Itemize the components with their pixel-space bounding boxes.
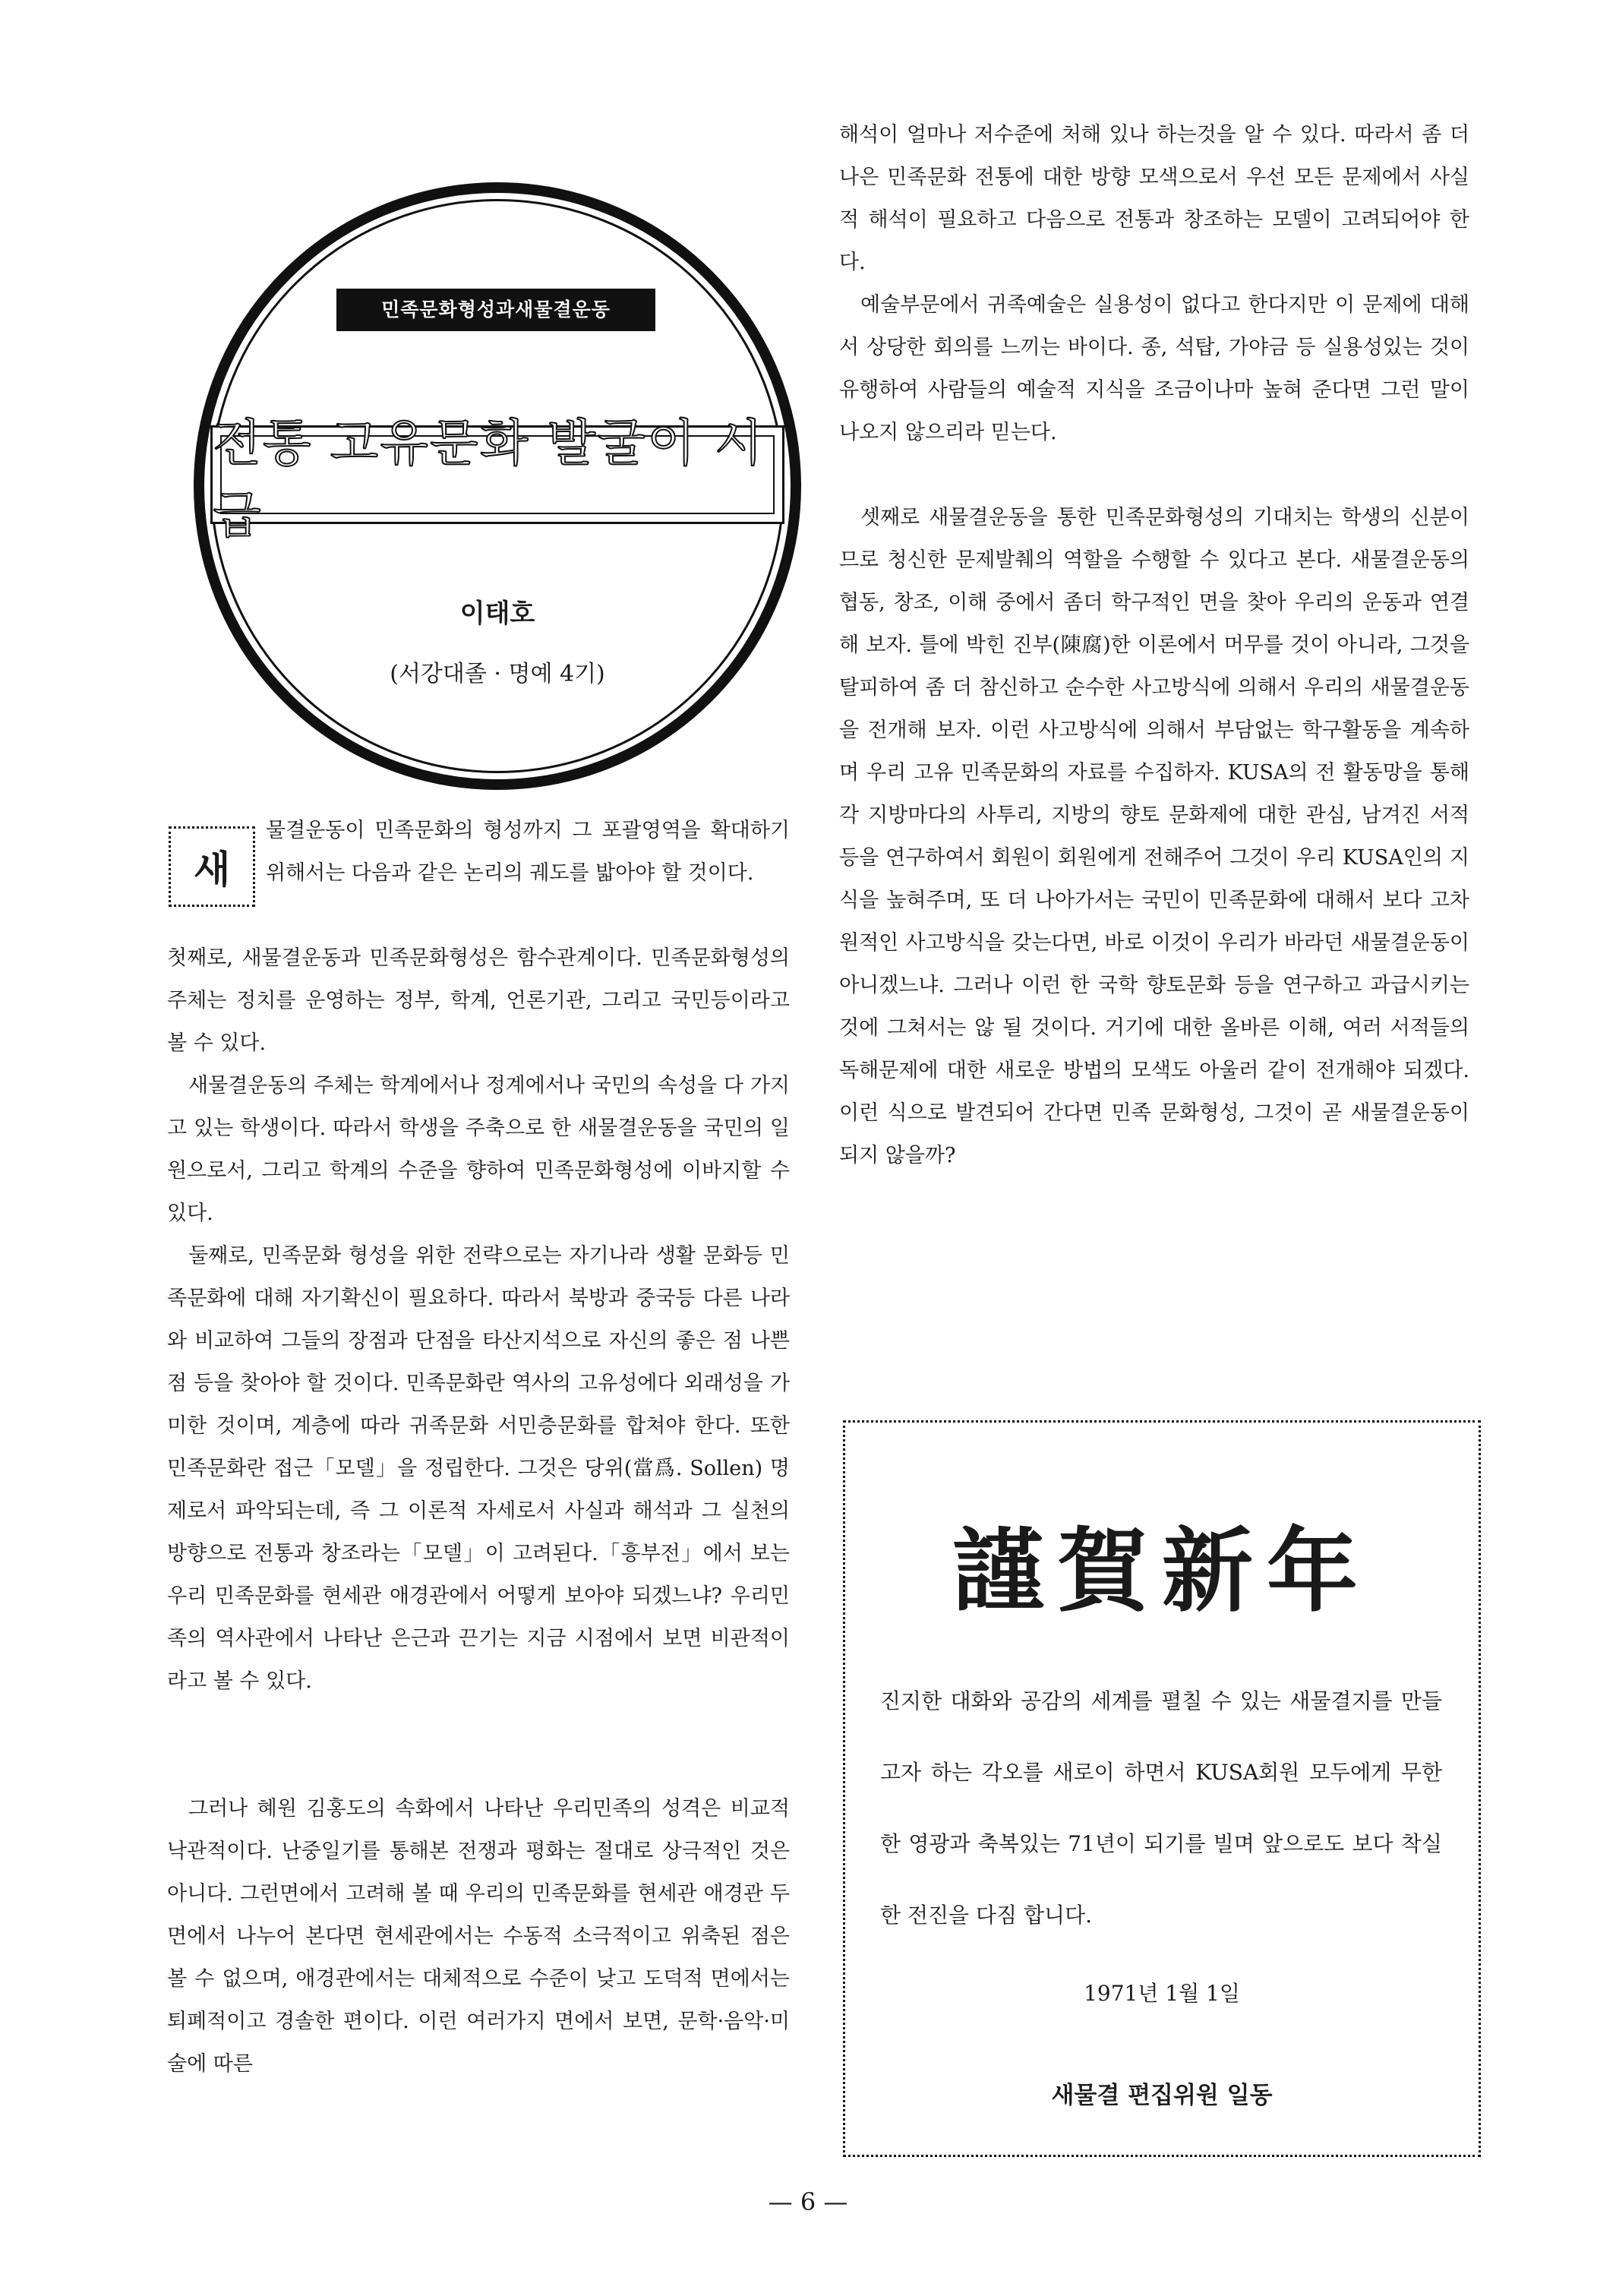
left-paragraph-1: 물결운동이 민족문화의 형성까지 그 포괄영역을 확대하기 위해서는 다음과 같은 논리의 궤도를 밟아야 할 것이다. — [266, 819, 790, 885]
left-paragraph-5: 그러나 혜원 김홍도의 속화에서 나타난 우리민족의 성격은 비교적 낙관적이다. 난중일기를 통해본 전쟁과 평화는 절대로 상극적인 것은 아니다. 그런면에서 고려해 볼 때 우리의 민족문화를 현세관 애경관 두 면에서 나누어 본다면 현세관에서는 수동적 소극적이고 위축된 점은 볼 수 없으며, 애경관에서는 대체적으로 수준이 낮고 도덕적 면에서는 퇴폐적이고 경솔한 편이다. 이런 여러가지 면에서 보면, 문학·음악·미술에 따른 — [167, 1797, 790, 2076]
greeting-date: 1971년 1월 1일 — [1084, 1981, 1240, 2006]
greeting-signature: 새물결 편집위원 일동 — [1051, 2082, 1273, 2109]
right-paragraph-3: 셋째로 새물결운동을 통한 민족문화형성의 기대치는 학생의 신분이므로 청신한 문제발췌의 역할을 수행할 수 있다고 본다. 새물결운동의 협동, 창조, 이해 중에서 좀더 학구적인 면을 찾아 우리의 운동과 연결해 보자. 틀에 박힌 진부(陳腐)한 이론에서 머무를 것이 아니라, 그것을 탈피하여 좀 더 참신하고 순수한 사고방식에 의해서 우리의 새물결운동을 전개해 보자. 이런 사고방식에 의해서 부담없는 학구활동을 계속하며 우리 고유 민족문화의 자료를 수집하자. KUSA의 전 활동망을 통해 각 지방마다의 사투리, 지방의 향토 문화제에 대한 관심, 남겨진 서적 등을 연구하여서 회원이 회원에게 전해주어 그것이 우리 KUSA인의 지식을 높혀주며, 또 더 나아가서는 국민이 민족문화에 대해서 보다 고차원적인 사고방식을 갖는다면, 바로 이것이 우리가 바라던 새물결운동이 아니겠느냐. 그러나 이런 한 국학 향토문화 등을 연구하고 과급시키는 것에 그쳐서는 않 될 것이다. 거기에 대한 올바른 이해, 여러 서적들의 독해문제에 대한 새로운 방법의 모색도 아울러 같이 전개해야 되겠다. 이런 식으로 발견되어 간다면 민족 문화형성, 그것이 곧 새물결운동이 되지 않을까? — [839, 506, 1469, 1167]
title-emblem — [194, 182, 801, 790]
left-paragraph-4: 둘째로, 민족문화 형성을 위한 전략으로는 자기나라 생활 문화등 민족문화에 대해 자기확신이 필요하다. 따라서 북방과 중국등 다른 나라와 비교하여 그들의 장점과 단점을 타산지석으로 자신의 좋은 점 나쁜 점 등을 찾아야 할 것이다. 민족문화란 역사의 고유성에다 외래성을 가미한 것이며, 계층에 따라 귀족문화 서민층문화를 합쳐야 한다. 또한 민족문화란 접근「모델」을 정립한다. 그것은 당위(當爲. Sollen) 명제로서 파악되는데, 즉 그 이론적 자세로서 사실과 해석과 그 실천의 방향으로 전통과 창조라는「모델」이 고려된다.「흥부전」에서 보는 우리 민족문화를 현세관 애경관에서 어떻게 보아야 되겠느냐? 우리민족의 역사관에서 나타난 은근과 끈기는 지금 시점에서 보면 비관적이라고 볼 수 있다. — [167, 1244, 790, 1693]
right-paragraph-2: 예술부문에서 귀족예술은 실용성이 없다고 한다지만 이 문제에 대해서 상당한 회의를 느끼는 바이다. 종, 석탑, 가야금 등 실용성있는 것이 유행하여 사람들의 예술적 지식을 조금이나마 높혀 준다면 그런 말이 나오지 않으리라 믿는다. — [839, 293, 1469, 444]
new-year-greeting-box — [843, 1420, 1481, 2157]
page-number: — 6 — — [768, 2187, 848, 2216]
greeting-title: 謹賀新年 — [952, 1518, 1371, 1625]
article-headline: 전통 고유문화 발굴이 시급 — [213, 414, 765, 545]
left-paragraph-2: 첫째로, 새물결운동과 민족문화형성은 함수관계이다. 민족문화형성의 주체는 정치를 운영하는 정부, 학계, 언론기관, 그리고 국민등이라고 볼 수 있다. — [167, 946, 790, 1055]
headline-box — [210, 414, 784, 545]
drop-cap: 새 — [169, 826, 255, 907]
author-name: 이태호 — [459, 598, 535, 629]
author-affiliation: (서강대졸 · 명예 4기) — [390, 661, 605, 687]
right-paragraph-1: 해석이 얼마나 저수준에 처해 있나 하는것을 알 수 있다. 따라서 좀 더 나은 민족문화 전통에 대한 방향 모색으로서 우선 모든 문제에서 사실적 해석이 필요하고 다음으로 전통과 창조하는 모델이 고려되어야 한다. — [839, 123, 1469, 274]
series-label: 민족문화형성과새물결운동 — [336, 289, 655, 331]
greeting-message: 진지한 대화와 공감의 세계를 펼칠 수 있는 새물결지를 만들고자 하는 각오를 새로이 하면서 KUSA회원 모두에게 무한한 영광과 축복있는 71년이 되기를 빌며 앞으로도 보다 착실한 전진을 다짐 합니다. — [880, 1688, 1442, 1928]
left-paragraph-3: 새물결운동의 주체는 학계에서나 정계에서나 국민의 속성을 다 가지고 있는 학생이다. 따라서 학생을 주축으로 한 새물결운동을 국민의 일원으로서, 그리고 학계의 수준을 향하여 민족문화형성에 이바지할 수 있다. — [167, 1074, 790, 1225]
